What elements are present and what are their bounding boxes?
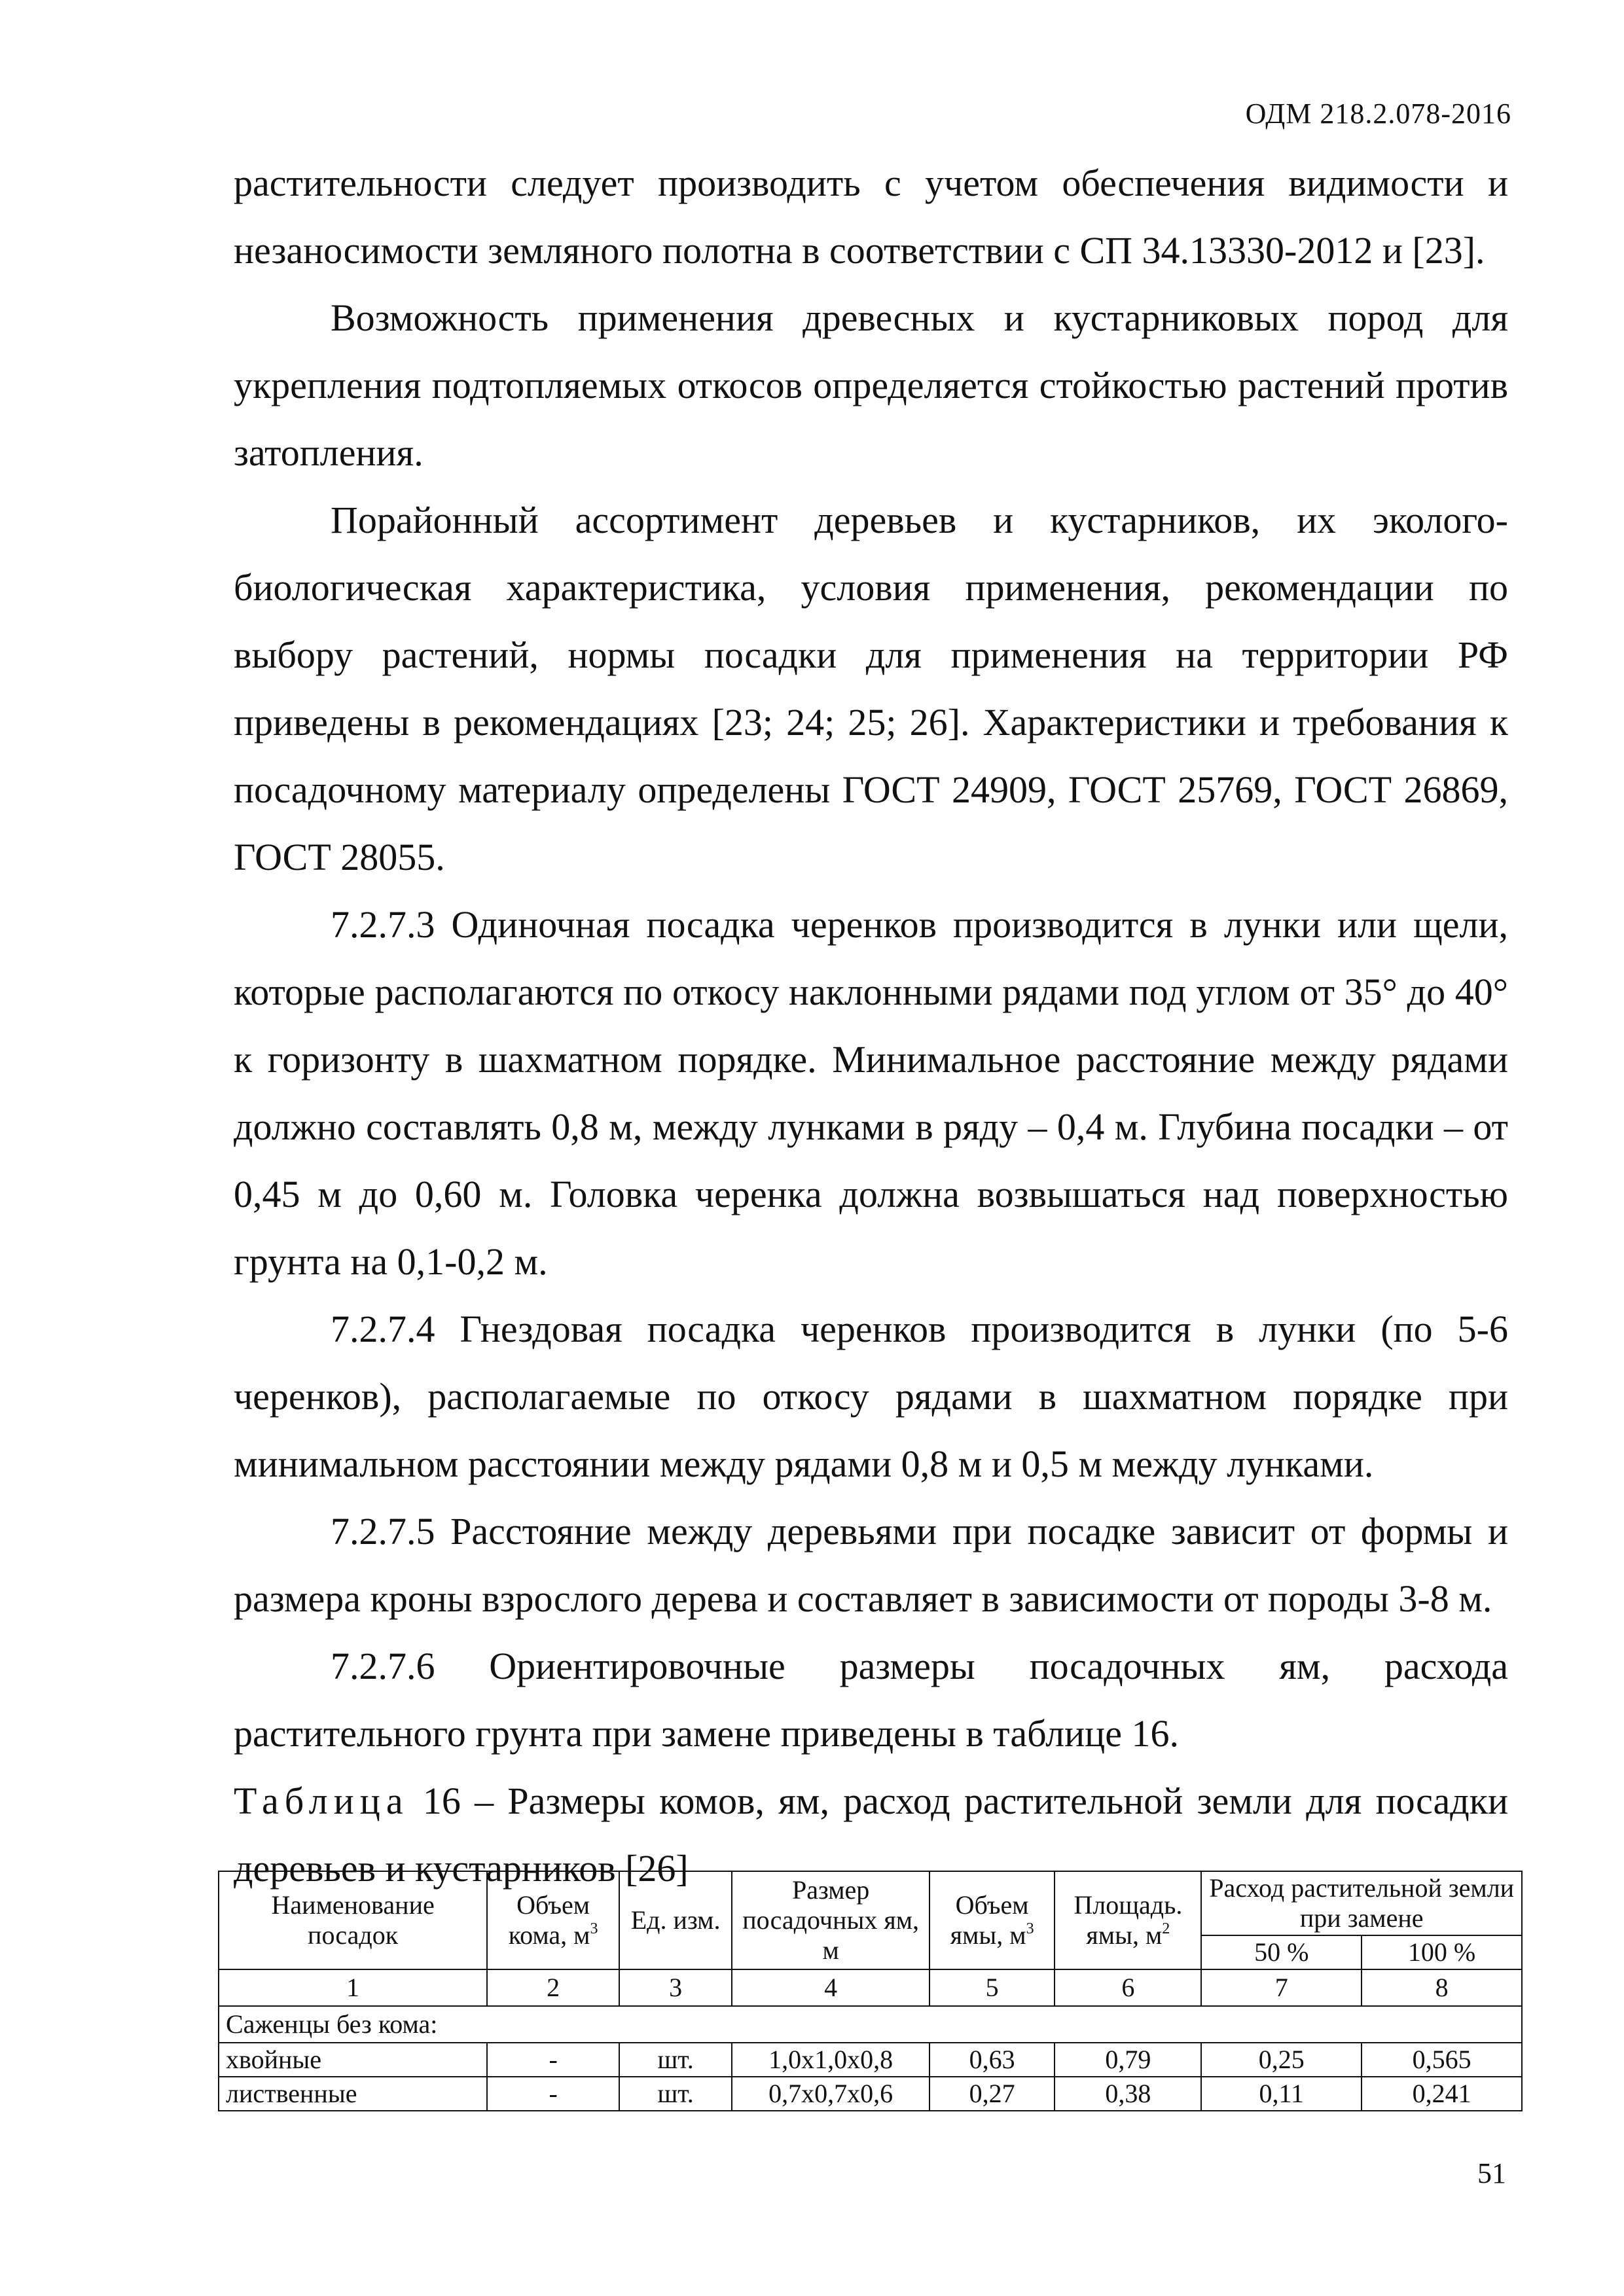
table-cell: 0,63 <box>929 2043 1055 2077</box>
column-number: 1 <box>219 1969 487 2006</box>
table-cell: хвойные <box>219 2043 487 2077</box>
table-caption-text: 16 – Размеры комов, ям, расход растительной земли для посадки деревьев и кустарников [26] <box>234 1780 1508 1890</box>
table-cell: 0,11 <box>1201 2077 1362 2111</box>
column-number: 2 <box>487 1969 619 2006</box>
paragraph: Возможность применения древесных и кустарниковых пород для укрепления подтопляемых откосов определяется стойкостью растений против затопления. <box>234 296 1508 474</box>
col-header-pit-size: Размер посадочных ям, м <box>732 1871 929 1969</box>
table-cell: шт. <box>619 2043 732 2077</box>
paragraph: 7.2.7.3 Одиночная посадка черенков производится в лунки или щели, которые располагаются по откосу наклонными рядами под углом от 35° до 40° к горизонту в шахматном порядке. Минимальное расстояние между рядами должно составлять 0,8 м, между лунками в ряду – 0,4 м. Глубина посадки – от 0,45 м до 0,60 м. Головка черенка должна возвышаться над поверхностью грунта на 0,1-0,2 м. <box>234 903 1508 1283</box>
table-cell: 1,0х1,0х0,8 <box>732 2043 929 2077</box>
col-header-name: Наименование посадок <box>219 1871 487 1969</box>
column-numbers-row <box>219 1969 1522 2006</box>
col-header-100-percent: 100 % <box>1362 1935 1522 1969</box>
col-header-50-percent: 50 % <box>1201 1935 1362 1969</box>
group-label: Саженцы без кома: <box>219 2006 1522 2043</box>
table-caption-label: Таблица <box>234 1780 409 1822</box>
table-cell: - <box>487 2077 619 2111</box>
column-number: 3 <box>619 1969 732 2006</box>
paragraph: растительности следует производить с учетом обеспечения видимости и незаносимости земляного полотна в соответствии с СП 34.13330-2012 и [23]. <box>234 162 1508 272</box>
table-cell: 0,565 <box>1362 2043 1522 2077</box>
table-cell: шт. <box>619 2077 732 2111</box>
col-header-soil-consumption: Расход растительной земли при замене <box>1201 1871 1522 1935</box>
data-table <box>218 1871 1523 2111</box>
col-header-pit-area: Площадь. ямы, $м^2$ <box>1055 1871 1201 1969</box>
table-row <box>219 2077 1522 2111</box>
table-cell: 0,241 <box>1362 2077 1522 2111</box>
page-number: 51 <box>1477 2157 1506 2189</box>
table-cell: лиственные <box>219 2077 487 2111</box>
table-cell: 0,27 <box>929 2077 1055 2111</box>
column-number: 6 <box>1055 1969 1201 2006</box>
table-row <box>219 2043 1522 2077</box>
paragraph: 7.2.7.5 Расстояние между деревьями при посадке зависит от формы и размера кроны взрослого дерева и составляет в зависимости от породы 3-8 м. <box>234 1510 1508 1620</box>
table-cell: 0,7х0,7х0,6 <box>732 2077 929 2111</box>
column-number: 4 <box>732 1969 929 2006</box>
paragraph: 7.2.7.4 Гнездовая посадка черенков производится в лунки (по 5-6 черенков), располагаемые по откосу рядами в шахматном порядке при минимальном расстоянии между рядами 0,8 м и 0,5 м между лунками. <box>234 1308 1508 1485</box>
col-header-unit: Ед. изм. <box>619 1871 732 1969</box>
col-header-ball-volume: Объем кома, $м^3$ <box>487 1871 619 1969</box>
document-code: ОДМ 218.2.078-2016 <box>1245 98 1511 130</box>
column-number: 8 <box>1362 1969 1522 2006</box>
table-cell: - <box>487 2043 619 2077</box>
group-row <box>219 2006 1522 2043</box>
paragraph: Порайонный ассортимент деревьев и кустарников, их эколого-биологическая характеристика, условия применения, рекомендации по выбору растений, нормы посадки для применения на территории РФ приведены в рекомендациях [23; 24; 25; 26]. Характеристики и требования к посадочному материалу определены ГОСТ 24909, ГОСТ 25769, ГОСТ 26869, ГОСТ 28055. <box>234 499 1508 878</box>
table-cell: 0,38 <box>1055 2077 1201 2111</box>
table-cell: 0,79 <box>1055 2043 1201 2077</box>
table-cell: 0,25 <box>1201 2043 1362 2077</box>
body-text <box>234 149 1508 1902</box>
col-header-pit-volume: Объем ямы, $м^3$ <box>929 1871 1055 1969</box>
column-number: 5 <box>929 1969 1055 2006</box>
column-number: 7 <box>1201 1969 1362 2006</box>
paragraph: 7.2.7.6 Ориентировочные размеры посадочных ям, расхода растительного грунта при замене приведены в таблице 16. <box>234 1645 1508 1755</box>
